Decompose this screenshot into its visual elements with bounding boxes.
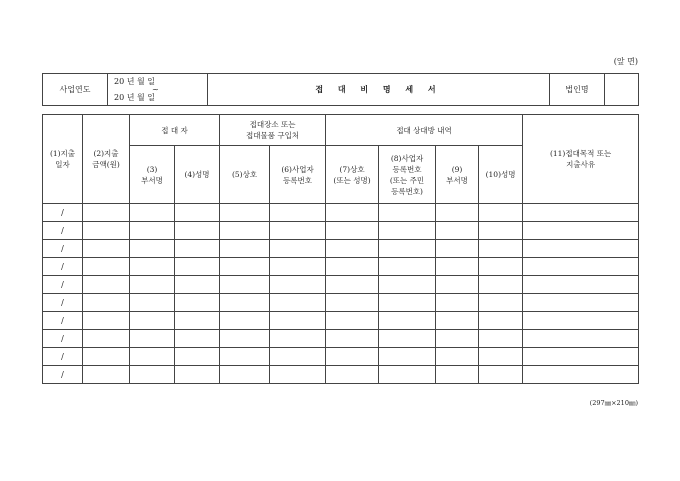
- row-cell[interactable]: [175, 348, 220, 366]
- row-date-cell[interactable]: /: [43, 312, 83, 330]
- row-cell[interactable]: [436, 222, 479, 240]
- row-cell[interactable]: [523, 240, 639, 258]
- row-cell[interactable]: [436, 330, 479, 348]
- period-start: 20 년 월 일: [114, 76, 155, 86]
- row-cell[interactable]: [175, 330, 220, 348]
- row-cell[interactable]: [379, 258, 436, 276]
- row-cell[interactable]: [130, 294, 175, 312]
- row-cell[interactable]: [326, 204, 379, 222]
- row-cell[interactable]: [326, 366, 379, 384]
- page-side-note: (앞 면): [613, 57, 638, 66]
- row-cell[interactable]: [270, 348, 326, 366]
- row-cell[interactable]: [270, 204, 326, 222]
- row-cell[interactable]: [523, 222, 639, 240]
- col-dept: (3) 부서명: [130, 146, 175, 204]
- row-cell[interactable]: [326, 348, 379, 366]
- row-cell[interactable]: [379, 240, 436, 258]
- row-cell[interactable]: [379, 348, 436, 366]
- row-cell[interactable]: [220, 276, 270, 294]
- row-date-cell[interactable]: /: [43, 204, 83, 222]
- row-cell[interactable]: [479, 258, 523, 276]
- row-cell[interactable]: [175, 366, 220, 384]
- row-cell[interactable]: [379, 204, 436, 222]
- row-cell[interactable]: [220, 348, 270, 366]
- row-cell[interactable]: [83, 294, 130, 312]
- row-cell[interactable]: [436, 312, 479, 330]
- row-cell[interactable]: [175, 258, 220, 276]
- group-entertainer: 접 대 자: [130, 115, 220, 146]
- row-cell[interactable]: [436, 366, 479, 384]
- row-cell[interactable]: [523, 204, 639, 222]
- table-row: [43, 240, 639, 258]
- row-cell[interactable]: [270, 258, 326, 276]
- row-cell[interactable]: [326, 294, 379, 312]
- row-cell[interactable]: [220, 204, 270, 222]
- row-cell[interactable]: [436, 294, 479, 312]
- row-cell[interactable]: [130, 240, 175, 258]
- row-cell[interactable]: [379, 276, 436, 294]
- row-cell[interactable]: [326, 312, 379, 330]
- row-cell[interactable]: [523, 294, 639, 312]
- row-cell[interactable]: [83, 312, 130, 330]
- row-cell[interactable]: [270, 366, 326, 384]
- paper-size-note: (297㎜×210㎜): [589, 399, 638, 407]
- row-cell[interactable]: [175, 312, 220, 330]
- row-cell[interactable]: [220, 258, 270, 276]
- row-cell[interactable]: [479, 204, 523, 222]
- col-place-bizno: (6)사업자 등록번호: [270, 146, 326, 204]
- row-cell[interactable]: [479, 240, 523, 258]
- table-row: [43, 330, 639, 348]
- row-cell[interactable]: [83, 222, 130, 240]
- corp-name-field[interactable]: [605, 74, 639, 106]
- row-cell[interactable]: [523, 330, 639, 348]
- row-cell[interactable]: [175, 222, 220, 240]
- row-cell[interactable]: [83, 330, 130, 348]
- row-cell[interactable]: [220, 330, 270, 348]
- row-cell[interactable]: [523, 348, 639, 366]
- row-cell[interactable]: [130, 222, 175, 240]
- col-counterparty-dept: (9) 부서명: [436, 146, 479, 204]
- row-cell[interactable]: [175, 240, 220, 258]
- row-cell[interactable]: [220, 222, 270, 240]
- row-cell[interactable]: [523, 366, 639, 384]
- row-cell[interactable]: [83, 240, 130, 258]
- row-cell[interactable]: [326, 276, 379, 294]
- table-row: [43, 258, 639, 276]
- row-date-cell[interactable]: /: [43, 348, 83, 366]
- corp-name-label: 법인명: [550, 74, 605, 106]
- row-cell[interactable]: [130, 348, 175, 366]
- row-cell[interactable]: [436, 204, 479, 222]
- table-row: [43, 294, 639, 312]
- row-date-cell[interactable]: /: [43, 366, 83, 384]
- row-date-cell[interactable]: /: [43, 294, 83, 312]
- business-year-label: 사업연도: [43, 74, 108, 106]
- row-cell[interactable]: [130, 330, 175, 348]
- group-counterparty: 접대 상대방 내역: [326, 115, 523, 146]
- row-cell[interactable]: [175, 204, 220, 222]
- row-cell[interactable]: [220, 312, 270, 330]
- row-cell[interactable]: [83, 366, 130, 384]
- col-counterparty-person: (10)성명: [479, 146, 523, 204]
- row-cell[interactable]: [83, 276, 130, 294]
- row-date-cell[interactable]: /: [43, 222, 83, 240]
- row-cell[interactable]: [326, 258, 379, 276]
- col-expense-date: (1)지출 일자: [43, 115, 83, 204]
- row-date-cell[interactable]: /: [43, 330, 83, 348]
- col-place-name: (5)상호: [220, 146, 270, 204]
- row-cell[interactable]: [479, 366, 523, 384]
- col-counterparty-name: (7)상호 (또는 성명): [326, 146, 379, 204]
- row-cell[interactable]: [479, 276, 523, 294]
- row-cell[interactable]: [523, 276, 639, 294]
- row-cell[interactable]: [379, 312, 436, 330]
- row-cell[interactable]: [83, 258, 130, 276]
- row-cell[interactable]: [220, 294, 270, 312]
- business-year-period: [108, 74, 208, 106]
- row-cell[interactable]: [270, 294, 326, 312]
- row-cell[interactable]: [479, 294, 523, 312]
- row-cell[interactable]: [523, 258, 639, 276]
- row-cell[interactable]: [270, 330, 326, 348]
- row-cell[interactable]: [436, 240, 479, 258]
- row-date-cell[interactable]: /: [43, 240, 83, 258]
- row-cell[interactable]: [479, 222, 523, 240]
- row-cell[interactable]: [130, 204, 175, 222]
- row-cell[interactable]: [83, 348, 130, 366]
- row-cell[interactable]: [379, 222, 436, 240]
- row-cell[interactable]: [479, 348, 523, 366]
- group-place: 접대장소 또는 접대물품 구입처: [220, 115, 326, 146]
- table-row: [43, 276, 639, 294]
- period-end: 20 년 월 일: [114, 92, 155, 102]
- col-counterparty-bizno: (8)사업자 등록번호 (또는 주민 등록번호): [379, 146, 436, 204]
- table-row: [43, 348, 639, 366]
- table-row: [43, 366, 639, 384]
- row-cell[interactable]: [270, 222, 326, 240]
- row-cell[interactable]: [130, 276, 175, 294]
- row-cell[interactable]: [220, 366, 270, 384]
- col-expense-amount: (2)지출 금액(원): [83, 115, 130, 204]
- row-cell[interactable]: [130, 258, 175, 276]
- table-row: [43, 204, 639, 222]
- row-cell[interactable]: [175, 294, 220, 312]
- row-cell[interactable]: [436, 348, 479, 366]
- form-header: [42, 73, 639, 106]
- row-date-cell[interactable]: /: [43, 276, 83, 294]
- row-cell[interactable]: [436, 258, 479, 276]
- entertainment-expense-table: [42, 114, 639, 384]
- table-row: [43, 312, 639, 330]
- row-cell[interactable]: [83, 204, 130, 222]
- row-cell[interactable]: [479, 312, 523, 330]
- form-title: 접 대 비 명 세 서: [208, 74, 550, 106]
- row-cell[interactable]: [270, 312, 326, 330]
- row-cell[interactable]: [379, 294, 436, 312]
- col-name: (4)성명: [175, 146, 220, 204]
- row-cell[interactable]: [130, 366, 175, 384]
- row-cell[interactable]: [379, 330, 436, 348]
- row-cell[interactable]: [130, 312, 175, 330]
- period-tilde: ~: [152, 84, 159, 94]
- row-cell[interactable]: [436, 276, 479, 294]
- row-cell[interactable]: [270, 240, 326, 258]
- row-date-cell[interactable]: /: [43, 258, 83, 276]
- row-cell[interactable]: [175, 276, 220, 294]
- row-cell[interactable]: [220, 240, 270, 258]
- row-cell[interactable]: [326, 222, 379, 240]
- row-cell[interactable]: [523, 312, 639, 330]
- col-purpose: (11)접대목적 또는 지출사유: [523, 115, 639, 204]
- table-row: [43, 222, 639, 240]
- row-cell[interactable]: [479, 330, 523, 348]
- row-cell[interactable]: [379, 366, 436, 384]
- row-cell[interactable]: [326, 240, 379, 258]
- row-cell[interactable]: [270, 276, 326, 294]
- row-cell[interactable]: [326, 330, 379, 348]
